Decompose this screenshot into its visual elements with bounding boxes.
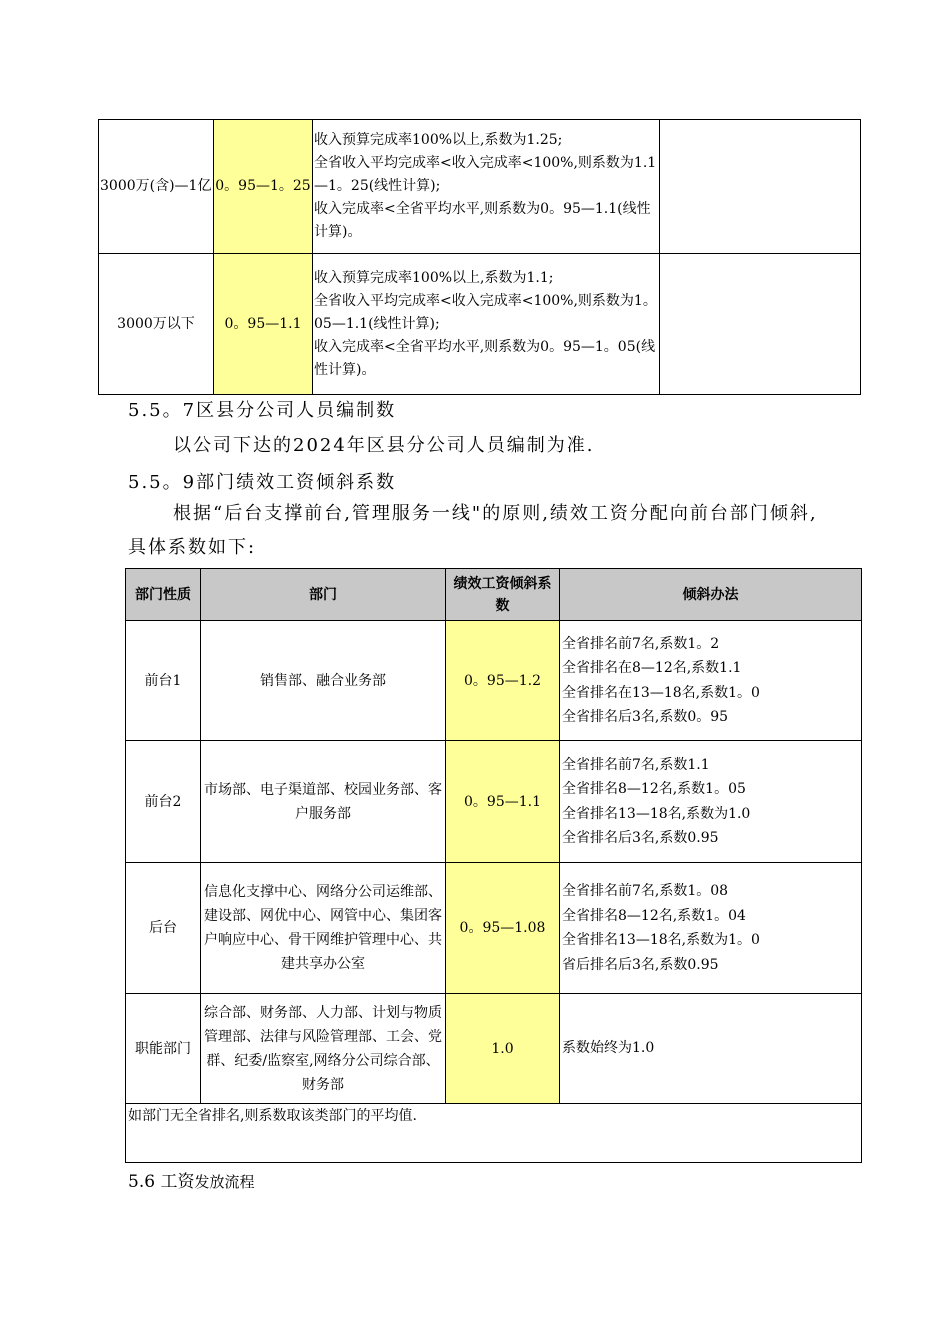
method-line: 全省排名8—12名,系数1。04 — [562, 907, 746, 924]
coef-cell: 0。95—1.08 — [446, 863, 560, 994]
table-row — [99, 120, 861, 254]
table-note-row — [126, 1104, 862, 1163]
section-heading-557: 5.5。7区县分公司人员编制数 — [128, 400, 397, 421]
method-cell — [560, 863, 862, 994]
rule-line: 全省收入平均完成率<收入完成率<100%,则系数为1。05—1.1(线性计算); — [314, 292, 657, 332]
extra-cell — [660, 254, 861, 395]
dept-type-cell: 职能部门 — [126, 994, 201, 1104]
extra-cell — [660, 120, 861, 254]
method-cell — [560, 994, 862, 1104]
section-title-rest: 发放流程 — [194, 1173, 255, 1191]
method-line: 全省排名在8—12名,系数1.1 — [562, 660, 742, 676]
method-line: 全省排名后3名,系数0.95 — [562, 830, 719, 846]
range-cell: 3000万以下 — [99, 254, 214, 395]
section-heading-56 — [128, 1167, 254, 1192]
dept-type-cell: 后台 — [126, 863, 201, 994]
dept-cell: 销售部、融合业务部 — [201, 621, 446, 741]
rule-line: 全省收入平均完成率<收入完成率<100%,则系数为1.1—1。25(线性计算); — [314, 155, 657, 194]
table-note: 如部门无全省排名,则系数取该类部门的平均值. — [126, 1104, 862, 1163]
coef-cell: 0。95—1.2 — [446, 621, 560, 741]
method-line: 全省排名前7名,系数1.1 — [562, 756, 710, 773]
coef-cell: 0。95—1.1 — [446, 741, 560, 863]
method-line: 省后排名后3名,系数0.95 — [562, 956, 719, 973]
section-text-557: 以公司下达的2024年区县分公司人员编制为准. — [173, 435, 595, 456]
dept-cell: 市场部、电子渠道部、校园业务部、客户服务部 — [201, 741, 446, 863]
rule-line: 收入完成率<全省平均水平,则系数为0。95—1。05(线性计算)。 — [314, 338, 656, 378]
rule-line: 收入完成率<全省平均水平,则系数为0。95—1.1(线性计算)。 — [314, 201, 651, 240]
table-header-row — [126, 569, 862, 621]
dept-type-cell: 前台2 — [126, 741, 201, 863]
table-row — [126, 621, 862, 741]
table-row — [126, 863, 862, 994]
rule-line: 收入预算完成率100%以上,系数为1.1; — [314, 269, 554, 286]
header-method: 倾斜办法 — [560, 569, 862, 621]
dept-cell: 信息化支撑中心、网络分公司运维部、建设部、网优中心、网管中心、集团客户响应中心、骨干网维护管理中心、共建共享办公室 — [201, 863, 446, 994]
range-cell: 3000万(含)—1亿 — [99, 120, 214, 254]
coef-cell: 0。95—1。25 — [214, 120, 313, 254]
method-line: 全省排名在13—18名,系数1。0 — [562, 684, 760, 701]
method-line: 全省排名前7名,系数1。08 — [562, 883, 729, 899]
header-dept-type: 部门性质 — [126, 569, 201, 621]
dept-type-cell: 前台1 — [126, 621, 201, 741]
coefficient-table-top — [98, 119, 861, 395]
method-line: 系数始终为1.0 — [562, 1040, 655, 1057]
method-line: 全省排名13—18名,系数为1.0 — [562, 805, 751, 822]
section-text-559: 根据“后台支撑前台,管理服务一线"的原则,绩效工资分配向前台部门倾斜,具体系数如下: — [128, 503, 818, 558]
method-cell — [560, 621, 862, 741]
method-line: 全省排名8—12名,系数1。05 — [562, 781, 746, 797]
rule-line: 收入预算完成率100%以上,系数为1.25; — [314, 132, 563, 148]
header-coef: 绩效工资倾斜系数 — [446, 569, 560, 621]
method-cell — [560, 741, 862, 863]
header-dept: 部门 — [201, 569, 446, 621]
section-heading-559: 5.5。9部门绩效工资倾斜系数 — [128, 472, 397, 493]
coef-cell: 1.0 — [446, 994, 560, 1104]
coef-cell: 0。95—1.1 — [214, 254, 313, 395]
department-coefficient-table — [125, 568, 862, 1163]
table-row — [126, 994, 862, 1104]
rule-cell — [313, 254, 660, 395]
method-line: 全省排名后3名,系数0。95 — [562, 709, 729, 725]
dept-cell: 综合部、财务部、人力部、计划与物质管理部、法律与风险管理部、工会、党群、纪委/监察室,网络分公司综合部、财务部 — [201, 994, 446, 1104]
table-row — [99, 254, 861, 395]
section-number: 5.6 工资 — [128, 1172, 195, 1192]
method-line: 全省排名13—18名,系数为1。0 — [562, 932, 760, 948]
rule-cell — [313, 120, 660, 254]
method-line: 全省排名前7名,系数1。2 — [562, 635, 720, 652]
table-row — [126, 741, 862, 863]
